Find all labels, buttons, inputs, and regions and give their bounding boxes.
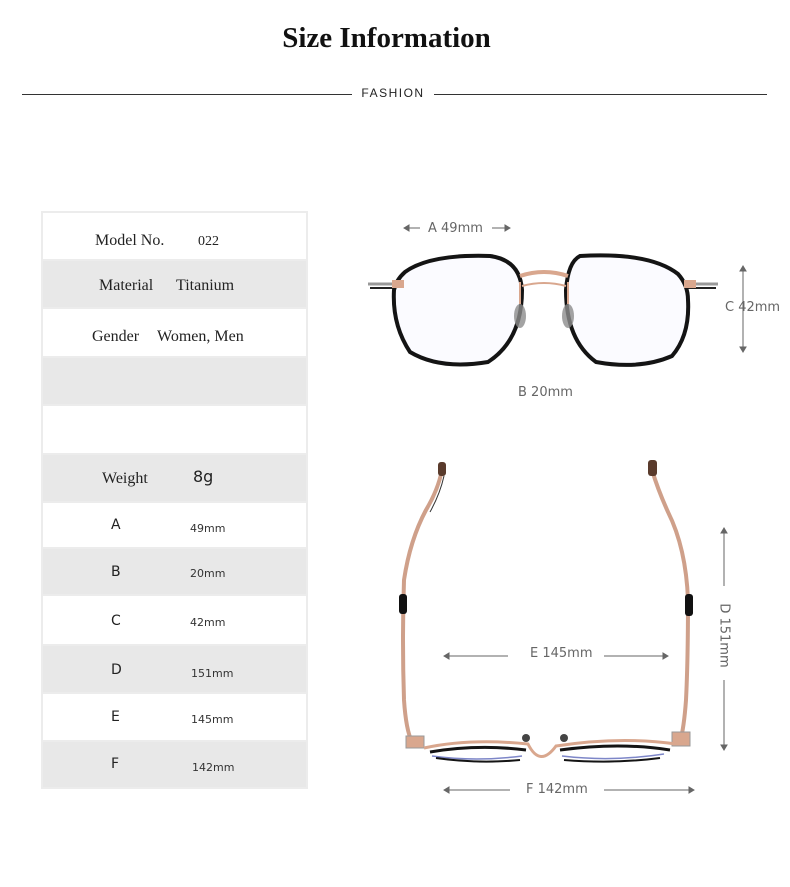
spec-key: F	[111, 756, 120, 772]
glasses-front-view	[368, 255, 718, 365]
weight-label: Weight	[102, 470, 148, 487]
spec-key: B	[111, 564, 121, 580]
spec-key: E	[111, 709, 120, 725]
material-label: Material	[99, 277, 154, 294]
page-subtitle: FASHION	[361, 86, 425, 100]
spec-value: 49mm	[190, 522, 226, 535]
dimension-b-label: B 20mm	[518, 385, 573, 400]
gender-value: Women, Men	[157, 328, 244, 345]
model-label: Model No.	[95, 232, 165, 249]
spec-value: 145mm	[191, 713, 234, 726]
spec-value: 142mm	[192, 761, 235, 774]
dimension-d-label: D 151mm	[716, 603, 732, 668]
dimension-c-label: C 42mm	[725, 300, 781, 315]
gender-label: Gender	[92, 328, 140, 345]
dimension-f-label: F 142mm	[526, 782, 588, 797]
weight-value: 8g	[193, 467, 214, 486]
dimension-e-label: E 145mm	[530, 646, 593, 661]
spec-value: 20mm	[190, 567, 226, 580]
dimension-a-label: A 49mm	[428, 221, 483, 236]
glasses-top-view	[399, 460, 693, 762]
spec-value: 42mm	[190, 616, 226, 629]
spec-value: 151mm	[191, 667, 234, 680]
page-title: Size Information	[282, 22, 491, 54]
spec-key: D	[111, 662, 122, 678]
spec-key: A	[111, 517, 121, 533]
model-value: 022	[198, 234, 219, 249]
spec-key: C	[111, 613, 121, 629]
material-value: Titanium	[176, 277, 235, 294]
